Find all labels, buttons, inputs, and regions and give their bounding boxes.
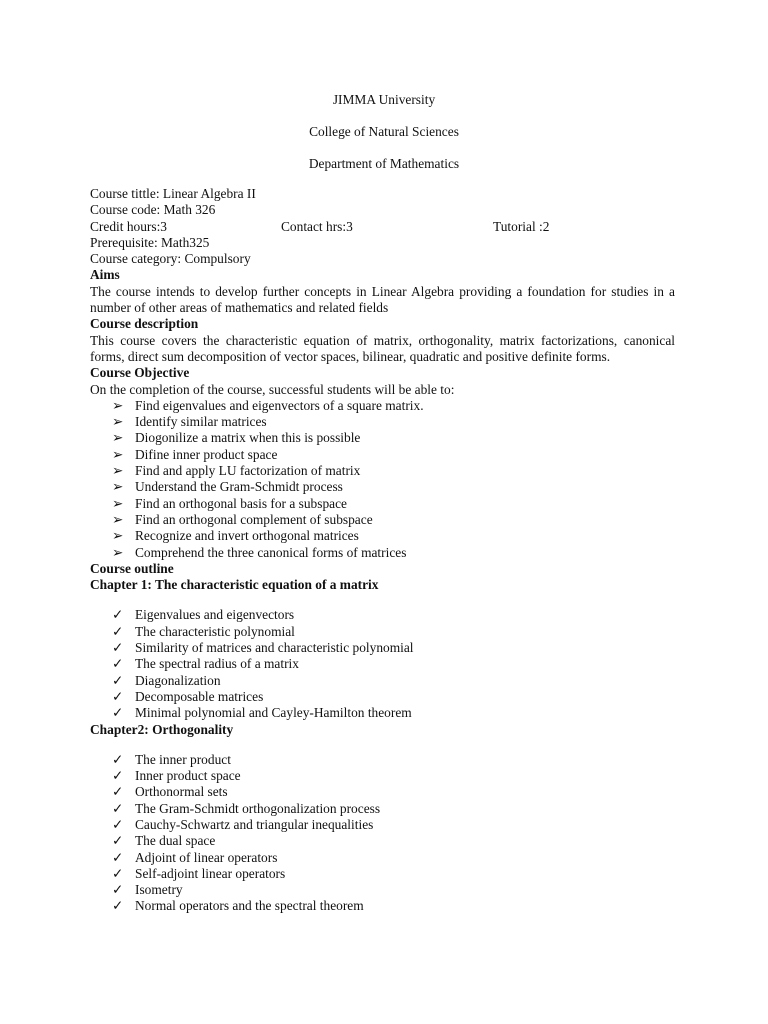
checkmark-icon: ✓ bbox=[112, 640, 124, 656]
objective-heading: Course Objective bbox=[90, 365, 190, 381]
list-item: ✓ Diagonalization bbox=[112, 672, 221, 688]
credit-hours: Credit hours:3 bbox=[90, 218, 167, 234]
spacer bbox=[90, 738, 675, 752]
checkmark-icon: ✓ bbox=[112, 882, 124, 898]
list-item: ✓ Eigenvalues and eigenvectors bbox=[112, 607, 295, 623]
course-title: Course tittle: Linear Algebra II bbox=[90, 186, 256, 201]
list-item: ✓ The dual space bbox=[112, 833, 216, 849]
list-item: ➢ Find an orthogonal basis for a subspace bbox=[112, 495, 347, 511]
list-item: ✓ Minimal polynomial and Cayley-Hamilton theorem bbox=[112, 705, 412, 721]
outline-heading: Course outline bbox=[90, 560, 174, 576]
course-code: Course code: Math 326 bbox=[90, 202, 216, 218]
checkmark-icon: ✓ bbox=[112, 672, 124, 688]
list-item: ✓ Orthonormal sets bbox=[112, 784, 228, 800]
list-item: ✓ Cauchy-Schwartz and triangular inequalities bbox=[112, 816, 374, 832]
checkmark-icon: ✓ bbox=[112, 898, 124, 914]
list-item: ➢ Identify similar matrices bbox=[112, 414, 267, 430]
list-item: ➢ Recognize and invert orthogonal matrices bbox=[112, 528, 359, 544]
arrow-bullet-icon: ➢ bbox=[112, 511, 124, 527]
checkmark-icon: ✓ bbox=[112, 800, 124, 816]
college-name: College of Natural Sciences bbox=[309, 124, 459, 139]
list-item: ✓ The Gram-Schmidt orthogonalization process bbox=[112, 800, 381, 816]
arrow-bullet-icon: ➢ bbox=[112, 414, 124, 430]
list-item: ✓ Normal operators and the spectral theorem bbox=[112, 898, 364, 914]
description-text: This course covers the characteristic equation of matrix, orthogonality, matrix factorizations, canonical forms, direct sum decomposition of vector spaces, bilinear, quadratic and positive definite forms. bbox=[90, 332, 675, 364]
arrow-bullet-icon: ➢ bbox=[112, 430, 124, 446]
list-item: ✓ The characteristic polynomial bbox=[112, 623, 295, 639]
list-item: ✓ Self-adjoint linear operators bbox=[112, 865, 286, 881]
list-item: ✓ The spectral radius of a matrix bbox=[112, 656, 299, 672]
spacer bbox=[90, 593, 675, 607]
chapter1-heading: Chapter 1: The characteristic equation of a matrix bbox=[90, 577, 379, 593]
arrow-bullet-icon: ➢ bbox=[112, 446, 124, 462]
university-name: JIMMA University bbox=[332, 92, 436, 107]
list-item: ✓ Inner product space bbox=[112, 768, 241, 784]
checkmark-icon: ✓ bbox=[112, 849, 124, 865]
checkmark-icon: ✓ bbox=[112, 751, 124, 767]
list-item: ➢ Find an orthogonal complement of subspace bbox=[112, 511, 373, 527]
tutorial-hours: Tutorial :2 bbox=[493, 218, 550, 234]
list-item: ✓ Isometry bbox=[112, 882, 183, 898]
document-body bbox=[90, 186, 675, 915]
checkmark-icon: ✓ bbox=[112, 656, 124, 672]
objective-list bbox=[90, 398, 675, 561]
arrow-bullet-icon: ➢ bbox=[112, 479, 124, 495]
arrow-bullet-icon: ➢ bbox=[112, 528, 124, 544]
checkmark-icon: ✓ bbox=[112, 768, 124, 784]
checkmark-icon: ✓ bbox=[112, 623, 124, 639]
arrow-bullet-icon: ➢ bbox=[112, 495, 124, 511]
aims-heading: Aims bbox=[90, 267, 120, 283]
checkmark-icon: ✓ bbox=[112, 865, 124, 881]
list-item: ➢ Find and apply LU factorization of matrix bbox=[112, 463, 361, 479]
arrow-bullet-icon: ➢ bbox=[112, 463, 124, 479]
list-item: ✓ Similarity of matrices and characteristic polynomial bbox=[112, 640, 414, 656]
checkmark-icon: ✓ bbox=[112, 833, 124, 849]
objective-intro: On the completion of the course, successful students will be able to: bbox=[90, 381, 455, 397]
contact-hours: Contact hrs:3 bbox=[281, 218, 353, 234]
list-item: ➢ Difine inner product space bbox=[112, 446, 278, 462]
arrow-bullet-icon: ➢ bbox=[112, 544, 124, 560]
list-item: ✓ The inner product bbox=[112, 751, 231, 767]
arrow-bullet-icon: ➢ bbox=[112, 397, 124, 413]
checkmark-icon: ✓ bbox=[112, 705, 124, 721]
list-item: ✓ Adjoint of linear operators bbox=[112, 849, 278, 865]
list-item: ➢ Find eigenvalues and eigenvectors of a square matrix. bbox=[112, 397, 424, 413]
aims-text: The course intends to develop further concepts in Linear Algebra providing a foundation for studies in a number of other areas of mathematics and related fields bbox=[90, 283, 675, 316]
checkmark-icon: ✓ bbox=[112, 688, 124, 704]
checkmark-icon: ✓ bbox=[112, 607, 124, 623]
checkmark-icon: ✓ bbox=[112, 816, 124, 832]
prerequisite: Prerequisite: Math325 bbox=[90, 234, 210, 250]
checkmark-icon: ✓ bbox=[112, 784, 124, 800]
course-category: Course category: Compulsory bbox=[90, 251, 251, 267]
list-item: ✓ Decomposable matrices bbox=[112, 688, 264, 704]
department-name: Department of Mathematics bbox=[308, 156, 460, 171]
chapter2-list bbox=[90, 752, 675, 915]
description-heading: Course description bbox=[90, 316, 199, 332]
list-item: ➢ Comprehend the three canonical forms of matrices bbox=[112, 544, 407, 560]
chapter1-list bbox=[90, 607, 675, 721]
hours-row bbox=[90, 219, 675, 235]
chapter2-heading: Chapter2: Orthogonality bbox=[90, 721, 234, 737]
list-item: ➢ Understand the Gram-Schmidt process bbox=[112, 479, 343, 495]
list-item: ➢ Diogonilize a matrix when this is possible bbox=[112, 430, 361, 446]
